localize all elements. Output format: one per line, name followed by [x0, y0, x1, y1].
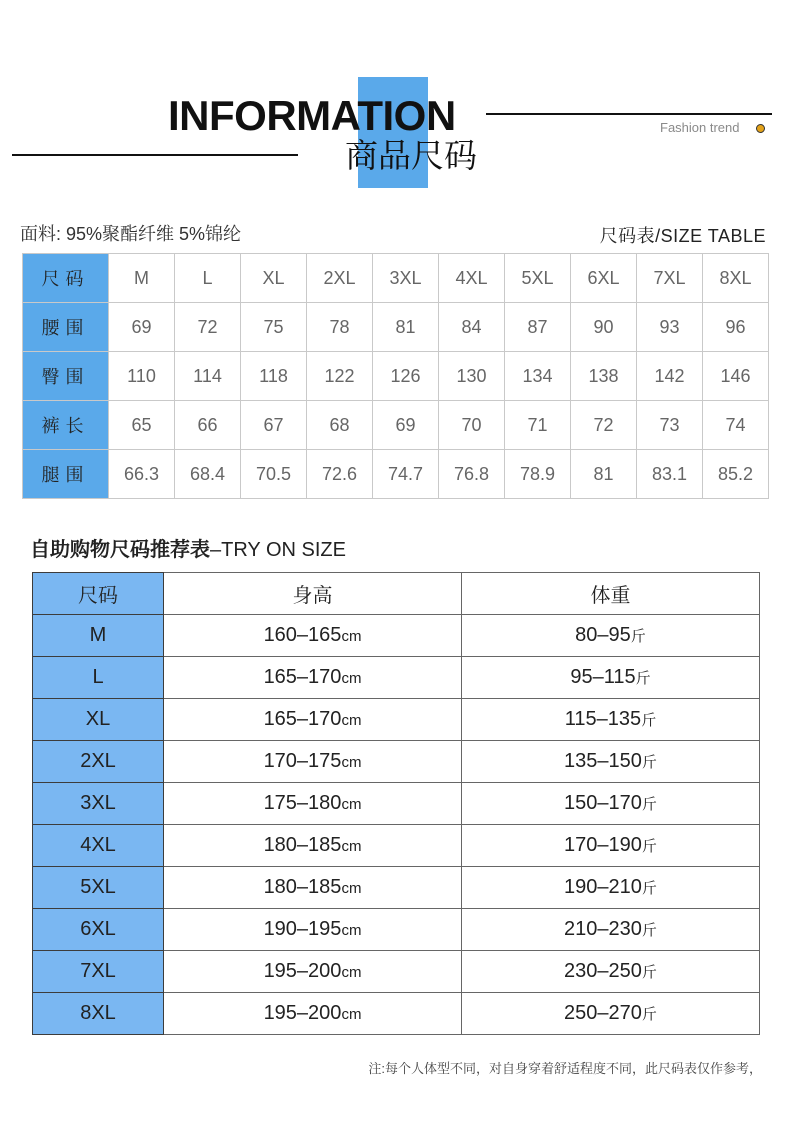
height-cell-unit: cm: [341, 922, 362, 939]
weight-cell-value: 170–190: [564, 834, 642, 856]
weight-cell-unit: 斤: [641, 922, 657, 939]
measurement-value: 78: [307, 303, 373, 352]
weight-cell: [462, 867, 760, 909]
size-header-cell: 尺码: [23, 254, 109, 303]
measurement-value: 130: [439, 352, 505, 401]
weight-cell-unit: 斤: [641, 964, 657, 981]
try-on-title: [30, 533, 346, 562]
page-title: INFORMATION: [168, 92, 456, 139]
height-cell-unit: cm: [341, 712, 362, 729]
weight-cell: [462, 657, 760, 699]
size-measurement-table: [22, 253, 769, 499]
measurement-label: 腰围: [23, 303, 109, 352]
measurement-value: 81: [571, 450, 637, 499]
size-cell: 3XL: [33, 783, 164, 825]
size-col-5xl: 5XL: [505, 254, 571, 303]
header-divider-right: [486, 113, 772, 115]
size-col-7xl: 7XL: [637, 254, 703, 303]
weight-cell-unit: 斤: [635, 670, 651, 687]
weight-cell-value: 150–170: [564, 792, 642, 814]
measurement-value: 118: [241, 352, 307, 401]
weight-cell-unit: 斤: [641, 712, 657, 729]
measurement-value: 96: [703, 303, 769, 352]
table-row: [33, 657, 760, 699]
size-col-8xl: 8XL: [703, 254, 769, 303]
size-col-l: L: [175, 254, 241, 303]
table-row: [33, 909, 760, 951]
measurement-value: 75: [241, 303, 307, 352]
weight-cell: [462, 825, 760, 867]
height-cell-value: 195–200: [263, 960, 342, 982]
measurement-value: 73: [637, 401, 703, 450]
weight-cell-unit: 斤: [641, 1006, 657, 1023]
weight-cell: [462, 615, 760, 657]
height-cell: [164, 657, 462, 699]
height-cell-value: 180–185: [263, 834, 342, 856]
height-cell: [164, 699, 462, 741]
size-header-row: [23, 254, 769, 303]
weight-cell-unit: 斤: [641, 880, 657, 897]
measurement-value: 68.4: [175, 450, 241, 499]
measurement-value: 66.3: [109, 450, 175, 499]
table-row: [33, 741, 760, 783]
size-cell: XL: [33, 699, 164, 741]
height-cell-value: 190–195: [263, 918, 342, 940]
weight-cell-unit: 斤: [641, 838, 657, 855]
weight-cell-value: 230–250: [564, 960, 642, 982]
measurement-value: 66: [175, 401, 241, 450]
table-row: [33, 993, 760, 1035]
weight-cell-unit: 斤: [641, 754, 657, 771]
height-cell: [164, 741, 462, 783]
height-cell-unit: cm: [341, 796, 362, 813]
measurement-value: 93: [637, 303, 703, 352]
height-cell: [164, 867, 462, 909]
column-header: 身高: [164, 573, 462, 615]
fabric-composition: 面料: 95%聚酯纤维 5%锦纶: [20, 224, 242, 244]
height-cell: [164, 825, 462, 867]
measurement-value: 65: [109, 401, 175, 450]
header-divider-left: [12, 154, 298, 156]
height-cell: [164, 783, 462, 825]
measurement-value: 87: [505, 303, 571, 352]
measurement-value: 72.6: [307, 450, 373, 499]
table-row: [23, 352, 769, 401]
height-cell-value: 170–175: [263, 750, 342, 772]
weight-cell: [462, 909, 760, 951]
measurement-value: 85.2: [703, 450, 769, 499]
weight-cell: [462, 699, 760, 741]
height-cell: [164, 993, 462, 1035]
height-cell: [164, 951, 462, 993]
measurement-value: 146: [703, 352, 769, 401]
size-cell: L: [33, 657, 164, 699]
weight-cell-unit: 斤: [630, 628, 646, 645]
height-cell-value: 165–170: [263, 708, 342, 730]
height-cell-value: 195–200: [263, 1002, 342, 1024]
height-cell-unit: cm: [341, 880, 362, 897]
size-cell: 6XL: [33, 909, 164, 951]
size-cell: 7XL: [33, 951, 164, 993]
column-header: 体重: [462, 573, 760, 615]
measurement-value: 70.5: [241, 450, 307, 499]
size-cell: 5XL: [33, 867, 164, 909]
weight-cell: [462, 741, 760, 783]
measurement-value: 71: [505, 401, 571, 450]
measurement-value: 134: [505, 352, 571, 401]
size-col-2xl: 2XL: [307, 254, 373, 303]
height-cell: [164, 909, 462, 951]
table-row: [33, 615, 760, 657]
measurement-value: 142: [637, 352, 703, 401]
size-col-m: M: [109, 254, 175, 303]
size-col-xl: XL: [241, 254, 307, 303]
height-cell-unit: cm: [341, 964, 362, 981]
measurement-value: 81: [373, 303, 439, 352]
fashion-tagline: Fashion trend: [660, 120, 740, 135]
weight-cell-value: 115–135: [564, 708, 642, 730]
measurement-value: 122: [307, 352, 373, 401]
measurement-value: 69: [373, 401, 439, 450]
weight-cell-value: 250–270: [564, 1002, 642, 1024]
table-row: [33, 951, 760, 993]
weight-cell-value: 210–230: [564, 918, 642, 940]
disclaimer-note: 注:每个人体型不同，对自身穿着舒适程度不同，此尺码表仅作参考，: [368, 1061, 762, 1076]
size-cell: 4XL: [33, 825, 164, 867]
table-row: [23, 401, 769, 450]
measurement-label: 腿围: [23, 450, 109, 499]
weight-cell-value: 80–95: [575, 624, 631, 646]
height-cell-unit: cm: [341, 838, 362, 855]
measurement-value: 72: [175, 303, 241, 352]
height-cell-unit: cm: [341, 754, 362, 771]
size-col-6xl: 6XL: [571, 254, 637, 303]
measurement-value: 74: [703, 401, 769, 450]
table-row: [33, 783, 760, 825]
measurement-value: 76.8: [439, 450, 505, 499]
height-cell-value: 165–170: [263, 666, 342, 688]
height-cell-unit: cm: [341, 1006, 362, 1023]
recommendation-header-row: [33, 573, 760, 615]
column-header: 尺码: [33, 573, 164, 615]
size-cell: 8XL: [33, 993, 164, 1035]
table-row: [33, 825, 760, 867]
measurement-value: 70: [439, 401, 505, 450]
tagline-dot-icon: [756, 124, 765, 133]
height-cell-value: 180–185: [263, 876, 342, 898]
table-row: [33, 867, 760, 909]
page-subtitle: 商品尺码: [345, 137, 477, 174]
try-on-title-cn: 自助购物尺码推荐表: [30, 539, 210, 561]
height-cell-unit: cm: [341, 670, 362, 687]
height-cell-unit: cm: [341, 628, 362, 645]
weight-cell: [462, 993, 760, 1035]
try-on-title-en: –TRY ON SIZE: [210, 539, 346, 561]
size-col-3xl: 3XL: [373, 254, 439, 303]
size-table-label: 尺码表/SIZE TABLE: [599, 226, 766, 246]
weight-cell-unit: 斤: [641, 796, 657, 813]
size-recommendation-table: [32, 572, 760, 1035]
measurement-value: 68: [307, 401, 373, 450]
height-cell: [164, 615, 462, 657]
table-row: [23, 303, 769, 352]
measurement-value: 126: [373, 352, 439, 401]
measurement-label: 裤长: [23, 401, 109, 450]
measurement-label: 臀围: [23, 352, 109, 401]
size-cell: 2XL: [33, 741, 164, 783]
measurement-value: 67: [241, 401, 307, 450]
weight-cell-value: 190–210: [564, 876, 642, 898]
measurement-value: 138: [571, 352, 637, 401]
size-cell: M: [33, 615, 164, 657]
height-cell-value: 160–165: [263, 624, 342, 646]
weight-cell-value: 95–115: [570, 666, 636, 688]
weight-cell: [462, 951, 760, 993]
measurement-value: 84: [439, 303, 505, 352]
height-cell-value: 175–180: [263, 792, 342, 814]
measurement-value: 78.9: [505, 450, 571, 499]
table-row: [33, 699, 760, 741]
measurement-value: 69: [109, 303, 175, 352]
measurement-value: 114: [175, 352, 241, 401]
size-col-4xl: 4XL: [439, 254, 505, 303]
weight-cell: [462, 783, 760, 825]
table-row: [23, 450, 769, 499]
measurement-value: 83.1: [637, 450, 703, 499]
measurement-value: 72: [571, 401, 637, 450]
measurement-value: 74.7: [373, 450, 439, 499]
measurement-value: 110: [109, 352, 175, 401]
measurement-value: 90: [571, 303, 637, 352]
weight-cell-value: 135–150: [564, 750, 642, 772]
